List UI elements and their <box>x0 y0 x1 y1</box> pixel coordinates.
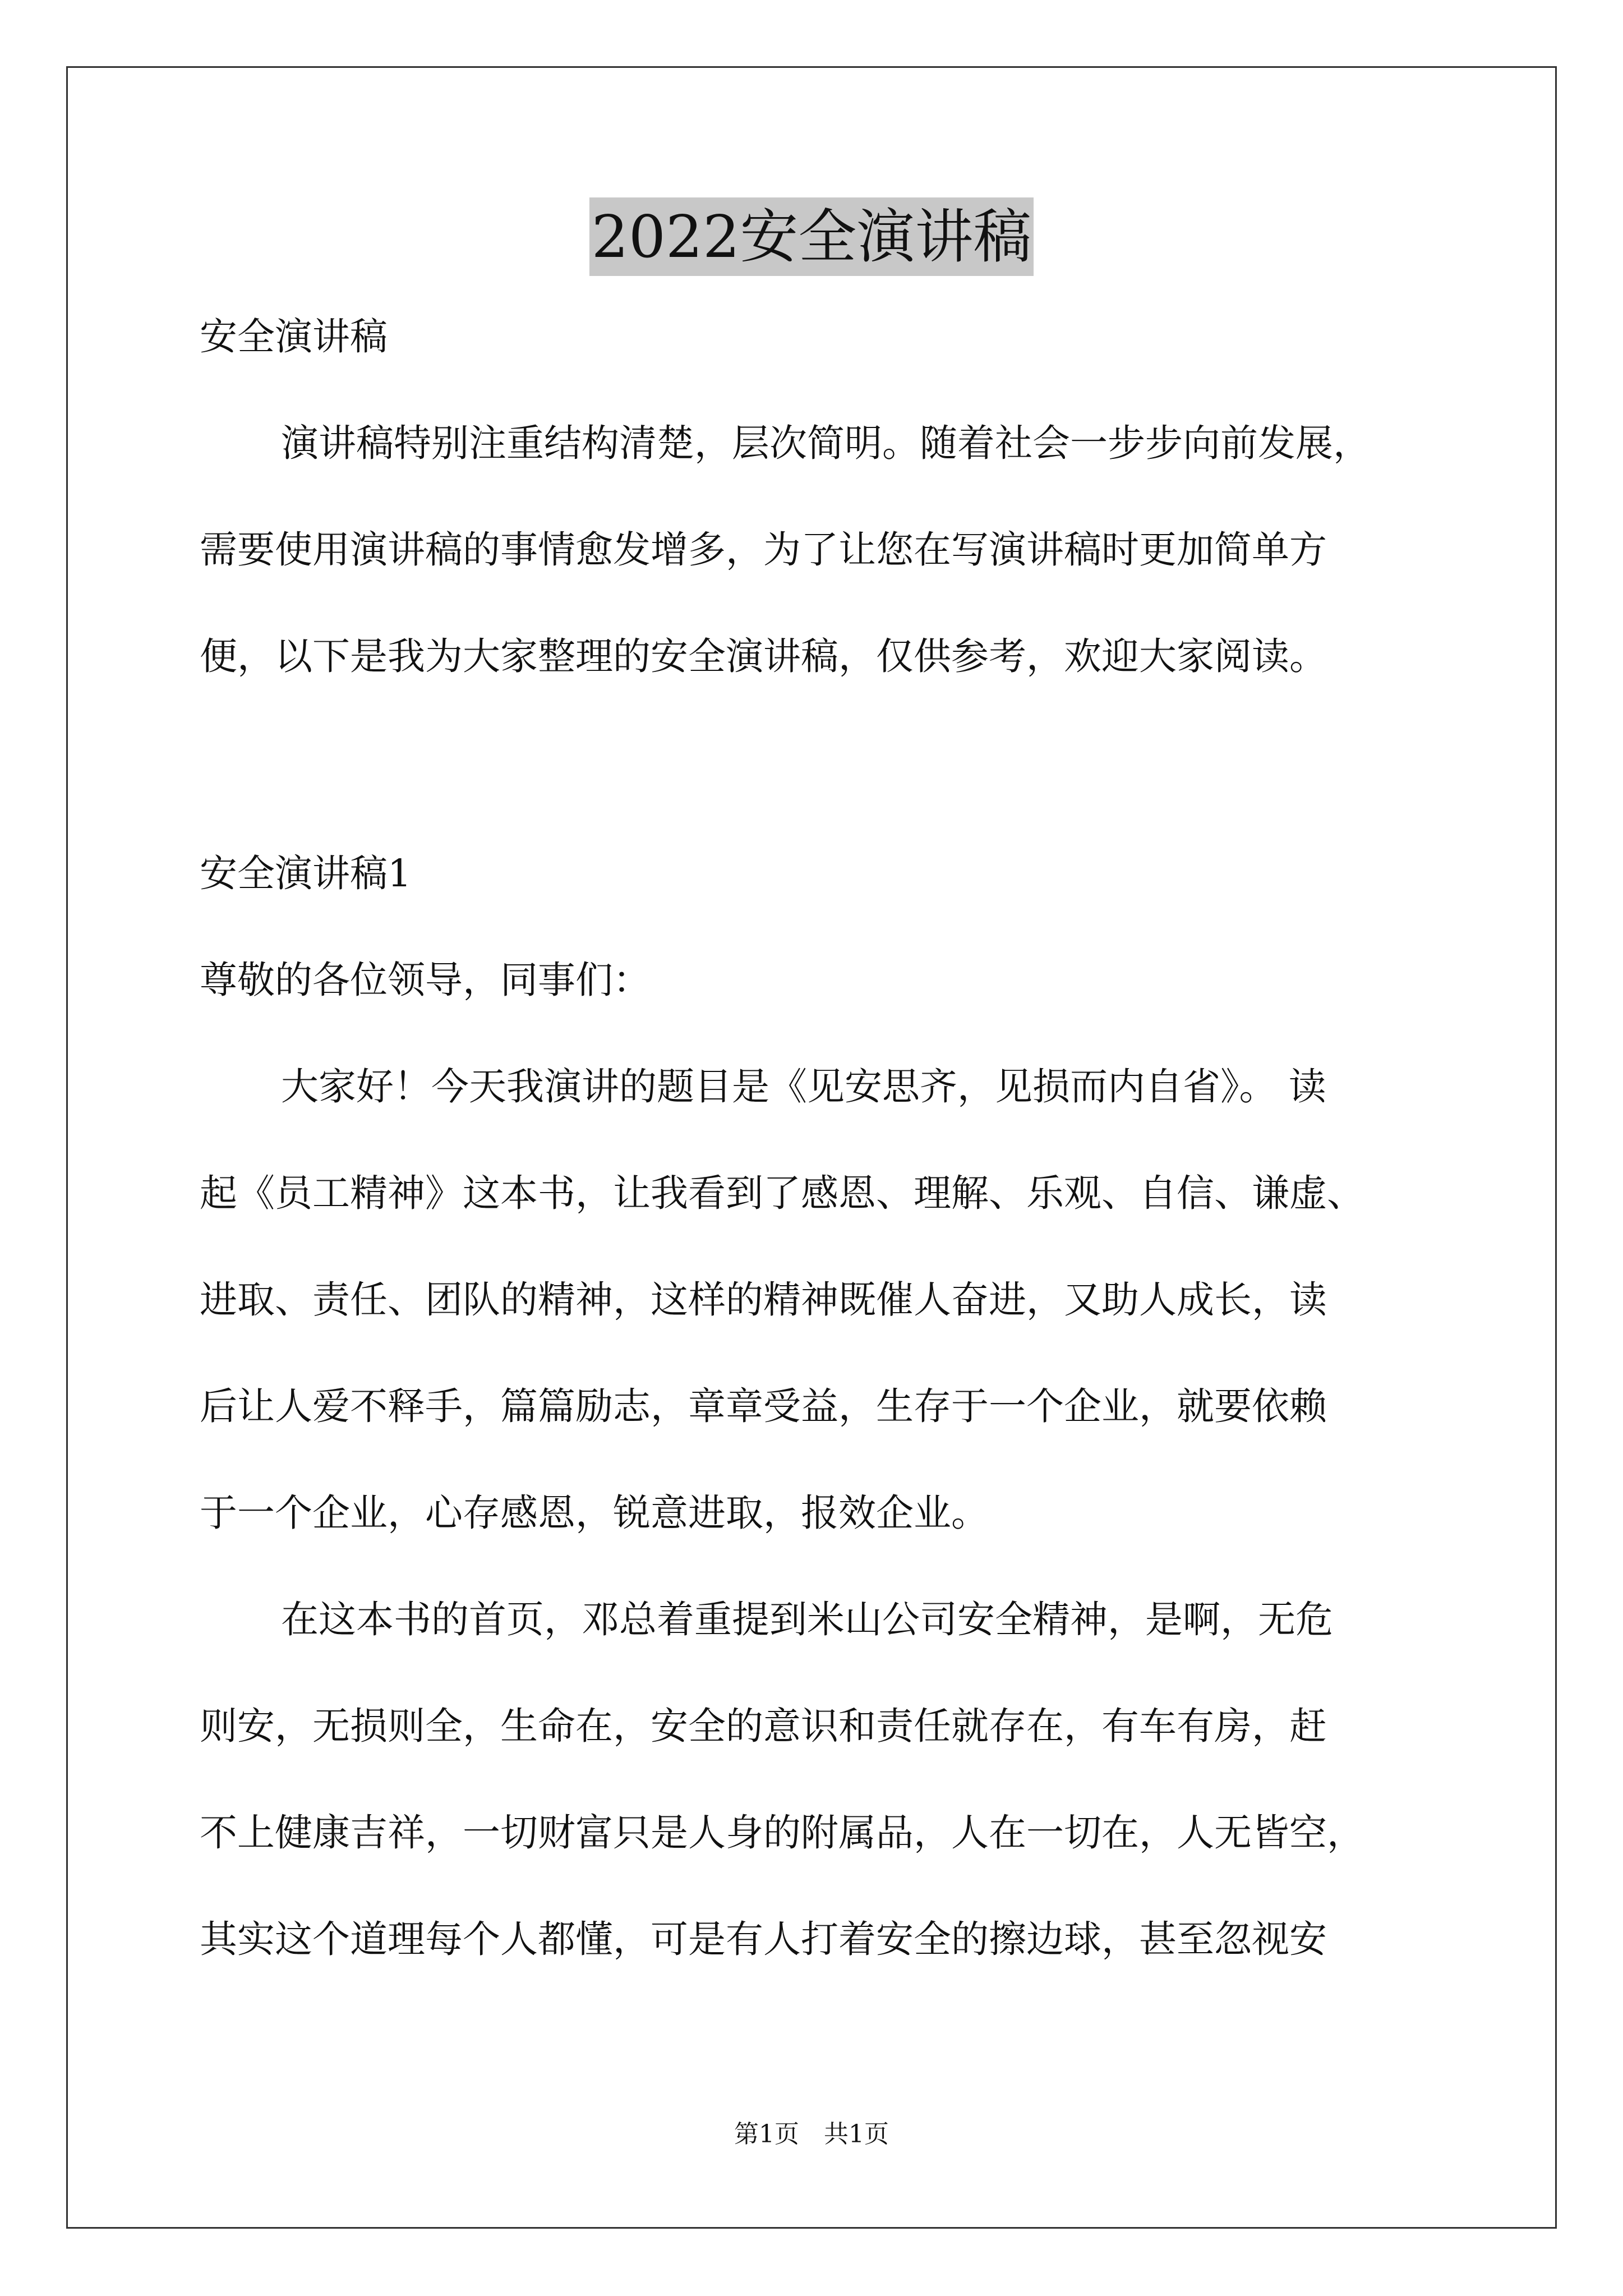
paragraph-line: 便，以下是我为大家整理的安全演讲稿，仅供参考，欢迎大家阅读。 <box>200 634 1327 678</box>
paragraph-line: 大家好！今天我演讲的题目是《见安思齐，见损而内自省》。 读 <box>281 1065 1326 1108</box>
title-wrap <box>0 197 1623 276</box>
page-footer: 第1页 共1页 <box>734 2120 889 2148</box>
paragraph-line: 起《员工精神》这本书，让我看到了感恩、理解、乐观、自信、谦虚、 <box>200 1171 1364 1215</box>
section-heading: 安全演讲稿 <box>200 315 388 358</box>
paragraph-line: 不上健康吉祥，一切财富只是人身的附属品，人在一切在，人无皆空， <box>200 1811 1364 1855</box>
paragraph-line: 后让人爱不释手，篇篇励志，章章受益，生存于一个企业，就要依赖 <box>200 1384 1327 1428</box>
document-title: 2022安全演讲稿 <box>589 197 1034 276</box>
paragraph-line: 在这本书的首页，邓总着重提到米山公司安全精神，是啊，无危 <box>281 1598 1333 1641</box>
section-heading: 安全演讲稿1 <box>200 852 412 895</box>
paragraph-line: 进取、责任、团队的精神，这样的精神既催人奋进，又助人成长，读 <box>200 1278 1327 1322</box>
paragraph-line: 于一个企业，心存感恩，锐意进取，报效企业。 <box>200 1491 989 1535</box>
paragraph-line: 演讲稿特别注重结构清楚，层次简明。随着社会一步步向前发展， <box>281 421 1371 465</box>
paragraph-line: 需要使用演讲稿的事情愈发增多，为了让您在写演讲稿时更加简单方 <box>200 528 1327 572</box>
paragraph-line: 则安，无损则全，生命在，安全的意识和责任就存在，有车有房，赶 <box>200 1704 1327 1748</box>
salutation: 尊敬的各位领导，同事们： <box>200 958 651 1002</box>
page-border <box>66 66 1557 2229</box>
paragraph-line: 其实这个道理每个人都懂，可是有人打着安全的擦边球，甚至忽视安 <box>200 1917 1327 1961</box>
